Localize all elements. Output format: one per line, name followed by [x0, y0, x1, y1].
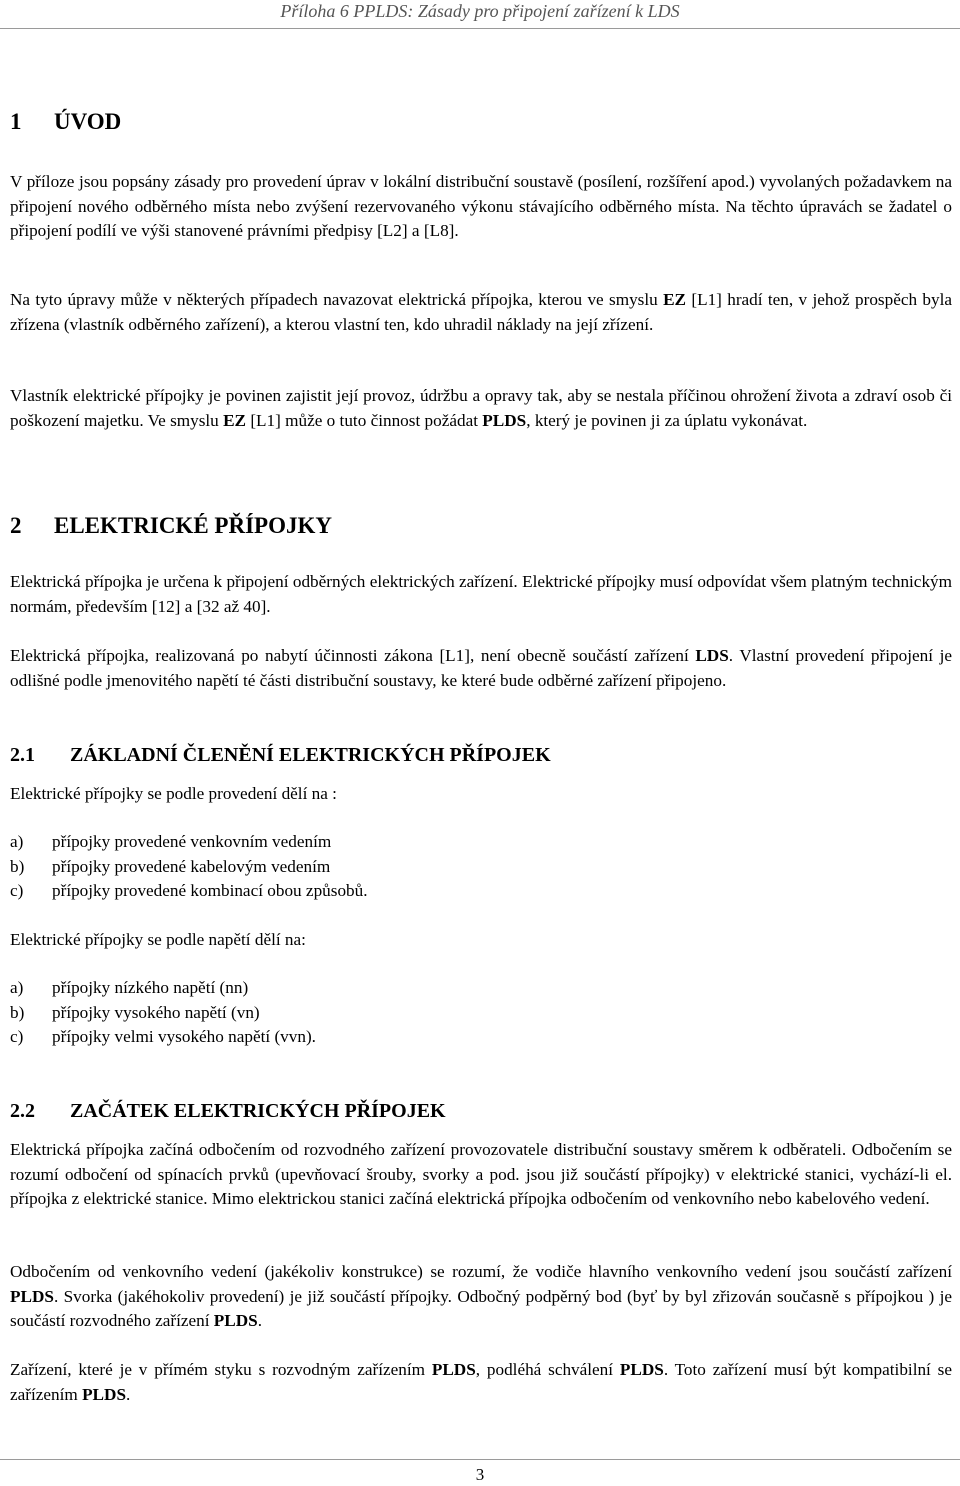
bold-term: PLDS [213, 1311, 258, 1331]
list-item [10, 1025, 952, 1050]
section-2-2-paragraph-2 [10, 1260, 952, 1334]
list-item-label: a) [10, 978, 24, 997]
bold-term: EZ [223, 410, 247, 430]
list-item-text: přípojky provedené kombinací obou způsobů. [52, 881, 368, 901]
section-2-2-heading-block [10, 1098, 952, 1124]
list-item [10, 1001, 952, 1026]
section-2-paragraph-1: Elektrická přípojka je určena k připojení odběrných elektrických zařízení. Elektrické přípojky musí odpovídat všem platným technickým normám, především [12] a [32 až 40]. [10, 572, 952, 616]
section-2-1-list-1-block [10, 830, 952, 904]
section-1-title: ÚVOD [54, 109, 122, 134]
text-run: Odbočením od venkovního vedení (jakékoliv konstrukce) se rozumí, že vodiče hlavního venkovního vedení jsou součástí zařízení [10, 1262, 952, 1281]
section-2-2-paragraph-3-block [10, 1358, 952, 1407]
text-run: [L1] hradí ten, v jehož prospěch byla zřízena (vlastník odběrného zařízení), a kterou vlastní ten, kdo uhradil náklady na její zřízení. [10, 290, 952, 334]
section-2-1-list-2-block [10, 976, 952, 1050]
text-run: Na tyto úpravy může v některých případech navazovat elektrická přípojka, kterou ve smyslu [10, 290, 664, 309]
list-item-label: b) [10, 856, 25, 876]
text-run: . Vlastní provedení připojení je odlišné podle jmenovitého napětí té části distribuční soustavy, ke které bude odběrné zařízení připojeno. [10, 646, 952, 690]
section-1-paragraph-2 [10, 288, 952, 337]
list-item [10, 976, 952, 1001]
list-item-label: c) [10, 881, 24, 901]
footer-rule [0, 1459, 960, 1460]
section-2-paragraph-2-block [10, 644, 952, 693]
text-run: . Svorka (jakéhokoliv provedení) je již součástí přípojky. Odbočný podpěrný bod (byť by byl zřizován současně s přípojkou ) je součástí rozvodného zařízení [10, 1286, 952, 1331]
section-2-heading [10, 512, 952, 540]
list-item [10, 830, 952, 855]
section-2-1-number: 2.1 [10, 744, 35, 766]
section-2-1-intro-1-block [10, 782, 952, 807]
list-item-label: c) [10, 1027, 24, 1047]
text-run: . [257, 1311, 263, 1331]
section-1-paragraph-3-block [10, 384, 952, 433]
bold-term: PLDS [482, 410, 527, 430]
text-run: Elektrická přípojka, realizovaná po nabytí účinnosti zákona [L1], není obecně součástí zařízení [10, 646, 696, 665]
list-item-text: přípojky provedené venkovním vedením [52, 832, 332, 851]
text-run: , který je povinen ji za úplatu vykonávat. [526, 410, 808, 430]
text-run: , podléhá schválení [475, 1360, 620, 1379]
section-1-paragraph-1-block [10, 170, 952, 244]
section-2-2-paragraph-1-block [10, 1138, 952, 1212]
text-run: Vlastník elektrické přípojky je povinen zajistit její provoz, údržbu a opravy tak, aby se nestala příčinou ohrožení života a zdraví osob či poškození majetku. Ve smyslu [10, 386, 952, 430]
bold-term: PLDS [431, 1360, 476, 1379]
section-2-2-paragraph-3 [10, 1358, 952, 1407]
section-2-1-title: ZÁKLADNÍ ČLENĚNÍ ELEKTRICKÝCH PŘÍPOJEK [70, 744, 551, 766]
bold-term: LDS [695, 646, 729, 665]
section-1-heading-block [10, 108, 952, 136]
list-item-label: b) [10, 1002, 25, 1022]
bold-term: PLDS [619, 1360, 664, 1379]
connection-type-list [10, 830, 952, 904]
list-item-text: přípojky provedené kabelovým vedením [52, 856, 331, 876]
list-item-text: přípojky velmi vysokého napětí (vvn). [52, 1027, 316, 1047]
section-2-1-heading-block [10, 742, 952, 768]
section-2-1-intro-2: Elektrické přípojky se podle napětí dělí na: [10, 930, 306, 949]
list-item-text: přípojky nízkého napětí (nn) [52, 978, 249, 997]
section-2-2-title: ZAČÁTEK ELEKTRICKÝCH PŘÍPOJEK [70, 1100, 446, 1122]
section-2-1-intro-2-block [10, 928, 952, 953]
text-run: . Toto zařízení musí být kompatibilní se zařízením [10, 1360, 952, 1404]
section-2-heading-block [10, 512, 952, 540]
page-number: 3 [475, 1465, 485, 1484]
list-item-text: přípojky vysokého napětí (vn) [52, 1002, 260, 1022]
section-2-2-heading [10, 1098, 952, 1124]
section-2-title: ELEKTRICKÉ PŘÍPOJKY [54, 513, 332, 538]
bold-term: PLDS [10, 1286, 54, 1306]
bold-term: EZ [663, 290, 687, 309]
text-run: [L1] může o tuto činnost požádat [246, 410, 483, 430]
section-2-1-heading [10, 742, 952, 768]
section-2-paragraph-2 [10, 644, 952, 693]
section-2-2-paragraph-1: Elektrická přípojka začíná odbočením od rozvodného zařízení provozovatele distribuční soustavy směrem k odběrateli. Odbočením se rozumí odbočení od spínacích prvků (upevňovací šrouby, svorky a pod. jsou již součástí přípojky) v elektrické stanici, vychází-li el. přípojka z elektrické stanice. Mimo elektrickou stanici začíná elektrická přípojka odbočením od venkovního nebo kabelového vedení. [10, 1140, 952, 1209]
section-2-number: 2 [10, 513, 22, 538]
list-item-label: a) [10, 832, 24, 851]
section-1-number: 1 [10, 109, 22, 134]
section-1-paragraph-3 [10, 384, 952, 433]
section-2-2-number: 2.2 [10, 1100, 35, 1122]
list-item [10, 855, 952, 880]
header-rule [0, 28, 960, 29]
section-2-2-paragraph-2-block [10, 1260, 952, 1334]
list-item [10, 879, 952, 904]
section-1-paragraph-2-block [10, 288, 952, 337]
section-2-paragraph-1-block [10, 570, 952, 619]
voltage-type-list [10, 976, 952, 1050]
section-2-1-intro-1: Elektrické přípojky se podle provedení dělí na : [10, 784, 337, 803]
running-header: Příloha 6 PPLDS: Zásady pro připojení zařízení k LDS [280, 1, 680, 21]
text-run: Zařízení, které je v přímém styku s rozvodným zařízením [10, 1360, 432, 1379]
bold-term: PLDS [82, 1384, 126, 1404]
text-run: . [126, 1384, 131, 1404]
section-1-heading [10, 108, 952, 136]
section-1-paragraph-1: V příloze jsou popsány zásady pro provedení úprav v lokální distribuční soustavě (posílení, rozšíření apod.) vyvolaných požadavkem na připojení nového odběrného místa nebo zvýšení rezervovaného výkonu stávajícího odběrného místa. Na těchto úpravách se žadatel o připojení podílí ve výši stanovené právními předpisy [L2] a [L8]. [10, 172, 952, 241]
